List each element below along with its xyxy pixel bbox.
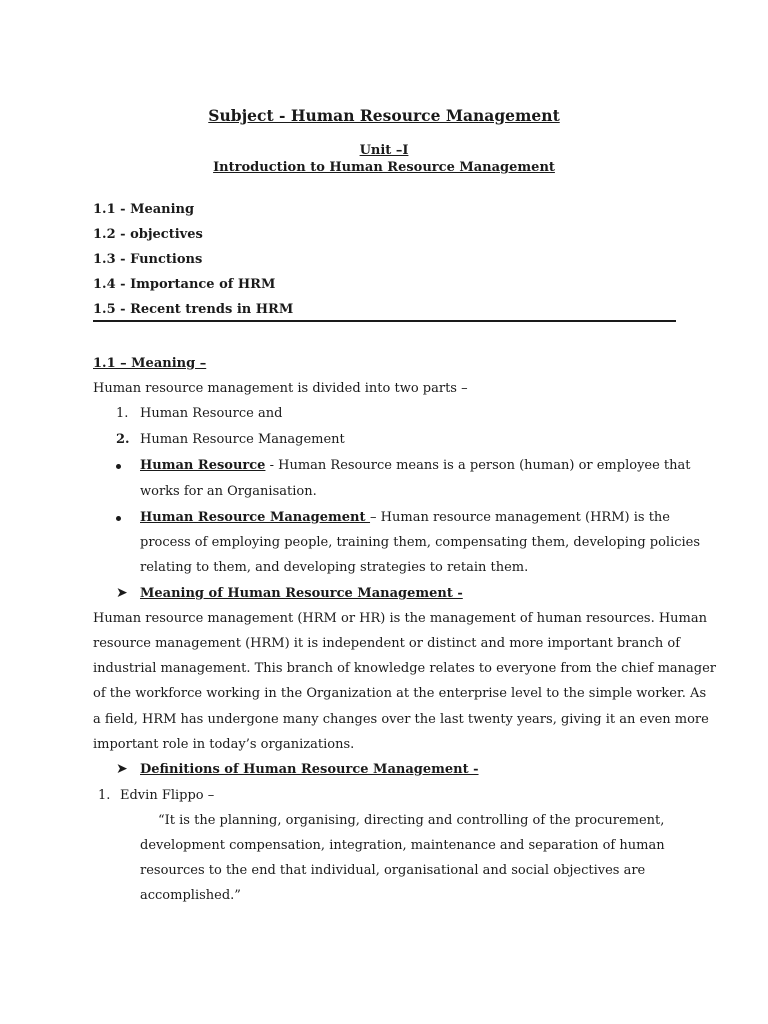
unit-heading: Unit –I [359,143,409,158]
bullet-line: relating to them, and developing strategies to retain them. [140,560,529,575]
quote-line: resources to the end that individual, organisational and social objectives are [140,863,646,878]
bullet-line: process of employing people, training them, compensating them, developing policies [140,535,701,550]
list-number: 1. [98,788,111,803]
bullet-line [140,458,691,473]
meaning-intro: Human resource management is divided into two parts – [93,381,468,396]
bullet-text: – Human resource management (HRM) is the [370,510,670,525]
toc-item: 1.5 - Recent trends in HRM [93,302,294,317]
quote-line: development compensation, integration, maintenance and separation of human [140,838,665,853]
paragraph-line: a field, HRM has undergone many changes over the last twenty years, giving it an even more [93,712,709,727]
list-number: 2. [116,432,130,447]
meaning-section-heading: Meaning of Human Resource Management - [140,586,463,601]
definition-author: Edvin Flippo – [120,788,215,803]
list-number: 1. [116,406,129,421]
arrow-bullet-icon: ➤ [116,761,128,777]
bullet-icon [116,464,121,469]
toc-item: 1.3 - Functions [93,252,203,267]
paragraph-line: resource management (HRM) it is independent or distinct and more important branch of [93,636,681,651]
arrow-bullet-icon: ➤ [116,585,128,601]
quote-line: accomplished.” [140,888,241,903]
intro-heading: Introduction to Human Resource Management [213,160,555,175]
bullet-term: Human Resource Management [140,510,371,525]
bullet-line [140,510,670,525]
bullet-term: Human Resource [140,458,266,473]
paragraph-line: important role in today’s organizations. [93,737,355,752]
list-item: Human Resource Management [140,432,345,447]
paragraph-line: Human resource management (HRM or HR) is the management of human resources. Human [93,611,708,626]
paragraph-line: industrial management. This branch of knowledge relates to everyone from the chief manager [93,661,717,676]
document-title: Subject - Human Resource Management [208,106,560,125]
bullet-line: works for an Organisation. [140,484,317,499]
bullet-text: - Human Resource means is a person (human) or employee that [265,458,691,473]
toc-item: 1.4 - Importance of HRM [93,277,276,292]
definitions-heading: Definitions of Human Resource Management - [140,762,479,777]
bullet-icon [116,516,121,521]
paragraph-line: of the workforce working in the Organization at the enterprise level to the simple worker. As [93,686,707,701]
list-item: Human Resource and [140,406,283,421]
quote-line: “It is the planning, organising, directing and controlling of the procurement, [158,813,665,828]
toc-item: 1.2 - objectives [93,227,203,242]
toc-item: 1.1 - Meaning [93,202,195,217]
meaning-heading: 1.1 – Meaning – [93,356,207,371]
section-divider [93,320,676,322]
